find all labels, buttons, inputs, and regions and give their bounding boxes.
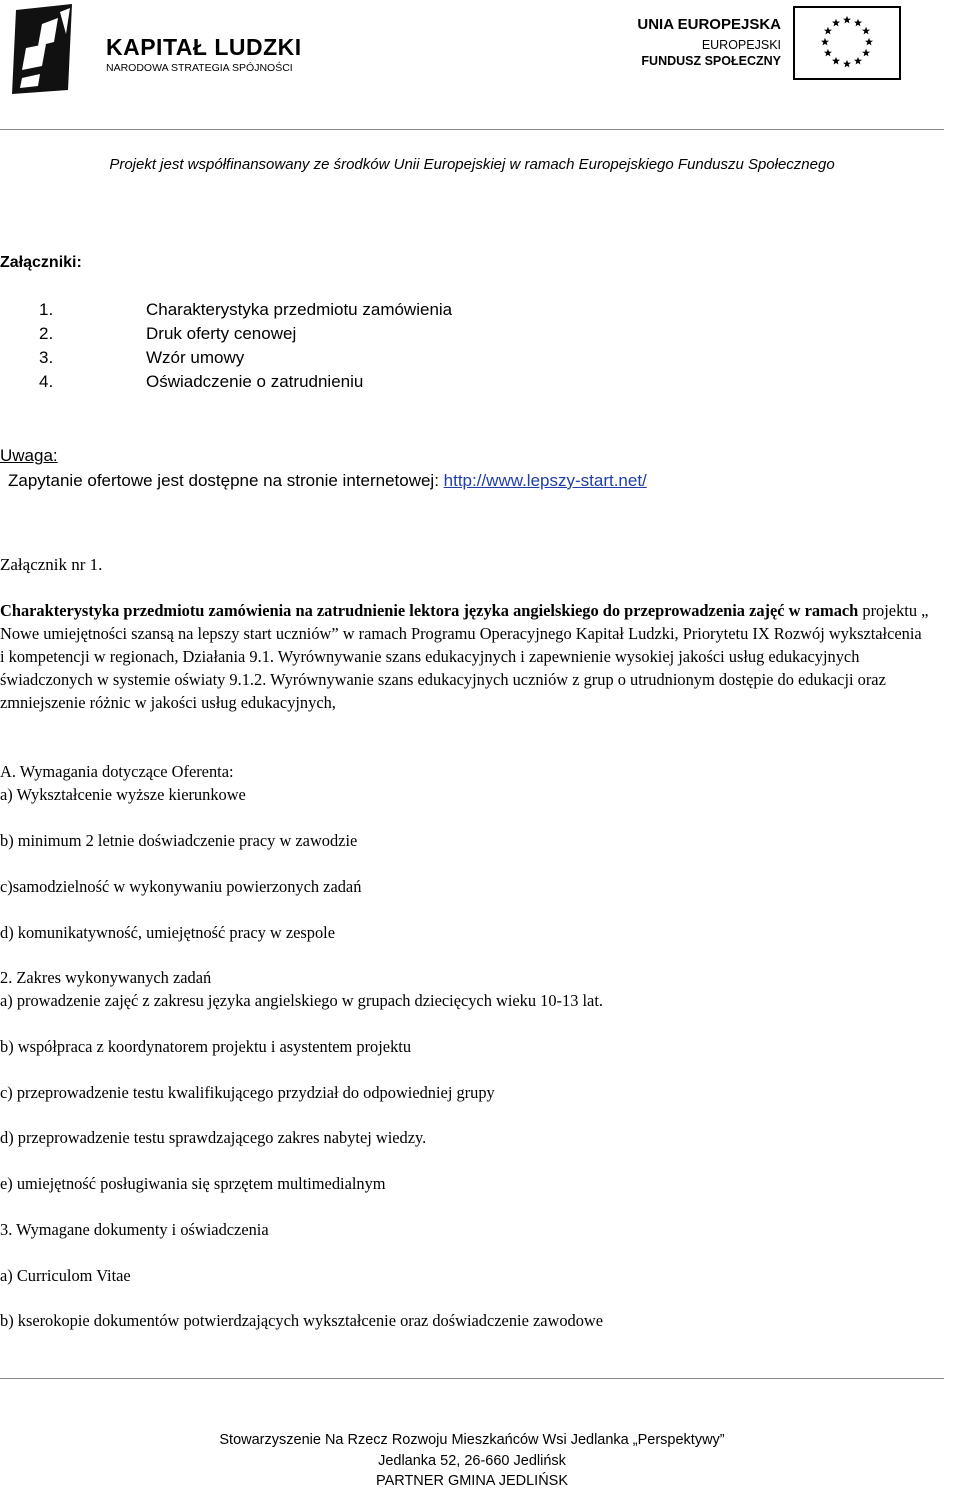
footer-divider	[0, 1378, 944, 1379]
footer-address: Jedlanka 52, 26-660 Jedlińsk	[378, 1453, 566, 1469]
cofinancing-note: Projekt jest współfinansowany ze środków Unii Europejskiej w ramach Europejskiego Funduszu Społecznego	[109, 156, 835, 173]
footer-org: Stowarzyszenie Na Rzecz Rozwoju Mieszkańców Wsi Jedlanka „Perspektywy”	[219, 1432, 725, 1448]
list-item: a) Curriculom Vitae	[0, 1266, 131, 1285]
eu-star-icon	[865, 38, 873, 46]
kapital-ludzki-emblem-icon	[12, 4, 92, 94]
eu-star-icon	[862, 27, 870, 35]
list-item: a) prowadzenie zajęć z zakresu języka angielskiego w grupach dziecięcych wieku 10-13 lat.	[0, 991, 603, 1010]
eu-star-icon	[832, 19, 840, 27]
list-item: e) umiejętność posługiwania się sprzętem multimedialnym	[0, 1174, 386, 1193]
eu-star-icon	[854, 19, 862, 27]
section-2-heading: 2. Zakres wykonywanych zadań	[0, 968, 212, 987]
list-item: d) komunikatywność, umiejętność pracy w zespole	[0, 923, 336, 942]
eu-star-icon	[862, 49, 870, 57]
eu-star-icon	[824, 49, 832, 57]
logo-subtitle: NARODOWA STRATEGIA SPÓJNOŚCI	[106, 62, 293, 74]
logo-title: KAPITAŁ LUDZKI	[106, 34, 302, 60]
list-item: c)samodzielność w wykonywaniu powierzonych zadań	[0, 877, 362, 896]
attachments-heading: Załączniki:	[0, 254, 82, 271]
eu-star-icon	[843, 16, 851, 24]
list-item: b) współpraca z koordynatorem projektu i asystentem projektu	[0, 1037, 412, 1056]
section-a-heading: A. Wymagania dotyczące Oferenta:	[0, 762, 234, 781]
kapital-ludzki-logo	[12, 4, 312, 94]
eu-logo	[600, 12, 905, 84]
eu-star-icon	[824, 27, 832, 35]
eu-star-icon	[821, 38, 829, 46]
list-item: b) minimum 2 letnie doświadczenie pracy w zawodzie	[0, 831, 358, 850]
annex-description: Charakterystyka przedmiotu zamówienia na zatrudnienie lektora języka angielskiego do przeprowadzenia zajęć w ramach projektu „ Nowe umiejętności szansą na lepszy start uczniów” w ramach Programu Operacyjnego Kapitał Ludzki, Priorytetu IX Rozwój wykształcenia i kompetencji w regionach, Działania 9.1. Wyrównywanie szans edukacyjnych i zapewnienie wysokiej jakości usług edukacyjnych świadczonych w systemie oświaty 9.1.2. Wyrównywanie szans edukacyjnych uczniów z grup o utrudnionym dostępie do edukacji oraz zmniejszenie różnic w jakości usług edukacyjnych,	[0, 601, 929, 712]
annex-title: Załącznik nr 1.	[0, 555, 103, 574]
list-item: b) kserokopie dokumentów potwierdzających wykształcenie oraz doświadczenie zawodowe	[0, 1311, 604, 1330]
eu-title: UNIA EUROPEJSKA	[637, 16, 781, 33]
list-item: a) Wykształcenie wyższe kierunkowe	[0, 785, 246, 804]
notice-label: Uwaga:	[0, 446, 58, 465]
eu-line2: EUROPEJSKI	[701, 38, 781, 52]
eu-star-icon	[854, 57, 862, 65]
eu-stars-icon	[793, 6, 901, 80]
website-link[interactable]: http://www.lepszy-start.net/	[443, 471, 647, 490]
list-item: d) przeprowadzenie testu sprawdzającego zakres nabytej wiedzy.	[0, 1128, 427, 1147]
list-item: c) przeprowadzenie testu kwalifikującego przydział do odpowiedniej grupy	[0, 1083, 495, 1102]
header-divider	[0, 129, 944, 130]
section-3-heading: 3. Wymagane dokumenty i oświadczenia	[0, 1220, 269, 1239]
notice-text: Zapytanie ofertowe jest dostępne na stronie internetowej: http://www.lepszy-start.net/	[8, 471, 647, 490]
eu-star-icon	[843, 60, 851, 68]
footer-partner: PARTNER GMINA JEDLIŃSK	[375, 1473, 569, 1489]
eu-line3: FUNDUSZ SPOŁECZNY	[641, 54, 781, 68]
eu-star-icon	[832, 57, 840, 65]
